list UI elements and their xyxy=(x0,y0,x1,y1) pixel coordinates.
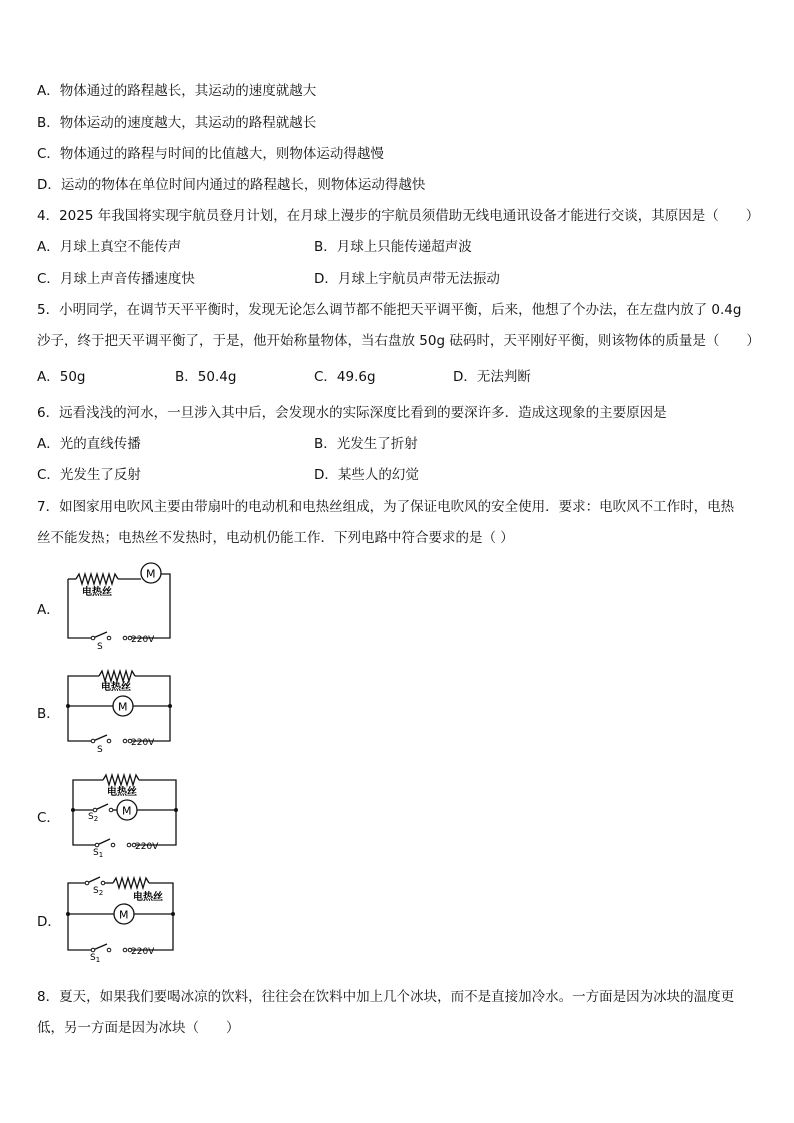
q3-option-c: C．物体通过的路程与时间的比值越大，则物体运动得越慢 xyxy=(37,146,384,162)
circuit-option-b xyxy=(37,665,187,755)
switch-label: S xyxy=(97,745,103,755)
circuit-c-label: C． xyxy=(37,810,60,826)
circuit-option-c xyxy=(37,770,187,860)
heater-zigzag xyxy=(99,671,135,681)
q3-option-b: B．物体运动的速度越大，其运动的路程就越长 xyxy=(37,115,317,131)
switch2-label: $S_2$ xyxy=(88,812,99,823)
voltage-label: 220V xyxy=(131,738,155,748)
switch1-label: $S_1$ xyxy=(93,848,104,859)
voltage-label: 220V xyxy=(135,842,159,852)
q5-stem-line2: 沙子，终于把天平调平衡了，于是，他开始称量物体，当右盘放 50g 砝码时，天平刚好平衡，则该物体的质量是（ ） xyxy=(37,333,760,349)
circuit-d-label: D． xyxy=(37,914,61,930)
switch-label: S xyxy=(97,642,103,650)
q4-option-a: A．月球上真空不能传声 xyxy=(37,239,182,255)
q8-stem-line1: 8．夏天，如果我们要喝冰凉的饮料，往往会在饮料中加上几个冰块，而不是直接加冷水。一方面是因为冰块的温度更 xyxy=(37,989,735,1005)
q4-option-d: D．月球上宇航员声带无法振动 xyxy=(314,271,500,287)
circuit-option-d xyxy=(37,872,187,964)
q6-option-d: D．某些人的幻觉 xyxy=(314,467,419,483)
q5-option-d: D．无法判断 xyxy=(453,369,531,385)
motor-symbol: M xyxy=(146,567,156,581)
motor-symbol: M xyxy=(119,908,129,922)
heater-label: 电热丝 xyxy=(101,682,131,693)
motor-symbol: M xyxy=(122,804,132,818)
circuit-b-diagram xyxy=(37,665,187,755)
heater-zigzag xyxy=(103,775,139,785)
heater-zigzag xyxy=(76,574,118,584)
voltage-label: 220V xyxy=(131,635,155,645)
heater-label: 电热丝 xyxy=(107,787,137,798)
voltage-label: 220V xyxy=(131,947,155,957)
switch1-label: $S_1$ xyxy=(90,953,101,964)
q7-stem-line2: 丝不能发热；电热丝不发热时，电动机仍能工作．下列电路中符合要求的是（ ） xyxy=(37,530,514,546)
circuit-b-label: B． xyxy=(37,706,60,722)
q3-option-d: D．运动的物体在单位时间内通过的路程越长，则物体运动得越快 xyxy=(37,177,426,193)
q8-stem-line2: 低，另一方面是因为冰块（ ） xyxy=(37,1020,240,1036)
q4-option-b: B．月球上只能传递超声波 xyxy=(314,239,472,255)
q5-option-c: C．49.6g xyxy=(314,369,376,385)
circuit-option-a xyxy=(37,560,187,650)
circuit-d-diagram xyxy=(37,872,187,964)
q6-option-a: A．光的直线传播 xyxy=(37,436,141,452)
heater-zigzag xyxy=(113,878,149,888)
circuit-a-diagram xyxy=(37,560,187,650)
circuit-a-label: A． xyxy=(37,602,60,618)
q5-option-b: B．50.4g xyxy=(175,369,237,385)
switch2-label: $S_2$ xyxy=(93,886,104,897)
q5-stem-line1: 5．小明同学，在调节天平平衡时，发现无论怎么调节都不能把天平调平衡，后来，他想了个办法，在左盘内放了 0.4g xyxy=(37,302,742,318)
q6-stem: 6．远看浅浅的河水，一旦涉入其中后，会发现水的实际深度比看到的要深许多．造成这现象的主要原因是 xyxy=(37,405,667,421)
heater-label: 电热丝 xyxy=(133,892,163,903)
motor-symbol: M xyxy=(118,700,128,714)
q5-option-a: A．50g xyxy=(37,369,86,385)
q4-stem: 4．2025 年我国将实现宇航员登月计划，在月球上漫步的宇航员须借助无线电通讯设备才能进行交谈，其原因是（ ） xyxy=(37,208,760,224)
heater-label: 电热丝 xyxy=(82,587,112,598)
circuit-c-diagram xyxy=(37,770,187,860)
q4-option-c: C．月球上声音传播速度快 xyxy=(37,271,195,287)
q7-stem-line1: 7．如图家用电吹风主要由带扇叶的电动机和电热丝组成，为了保证电吹风的安全使用．要求：电吹风不工作时，电热 xyxy=(37,499,735,515)
q3-option-a: A．物体通过的路程越长，其运动的速度就越大 xyxy=(37,83,317,99)
q6-option-c: C．光发生了反射 xyxy=(37,467,141,483)
q6-option-b: B．光发生了折射 xyxy=(314,436,418,452)
